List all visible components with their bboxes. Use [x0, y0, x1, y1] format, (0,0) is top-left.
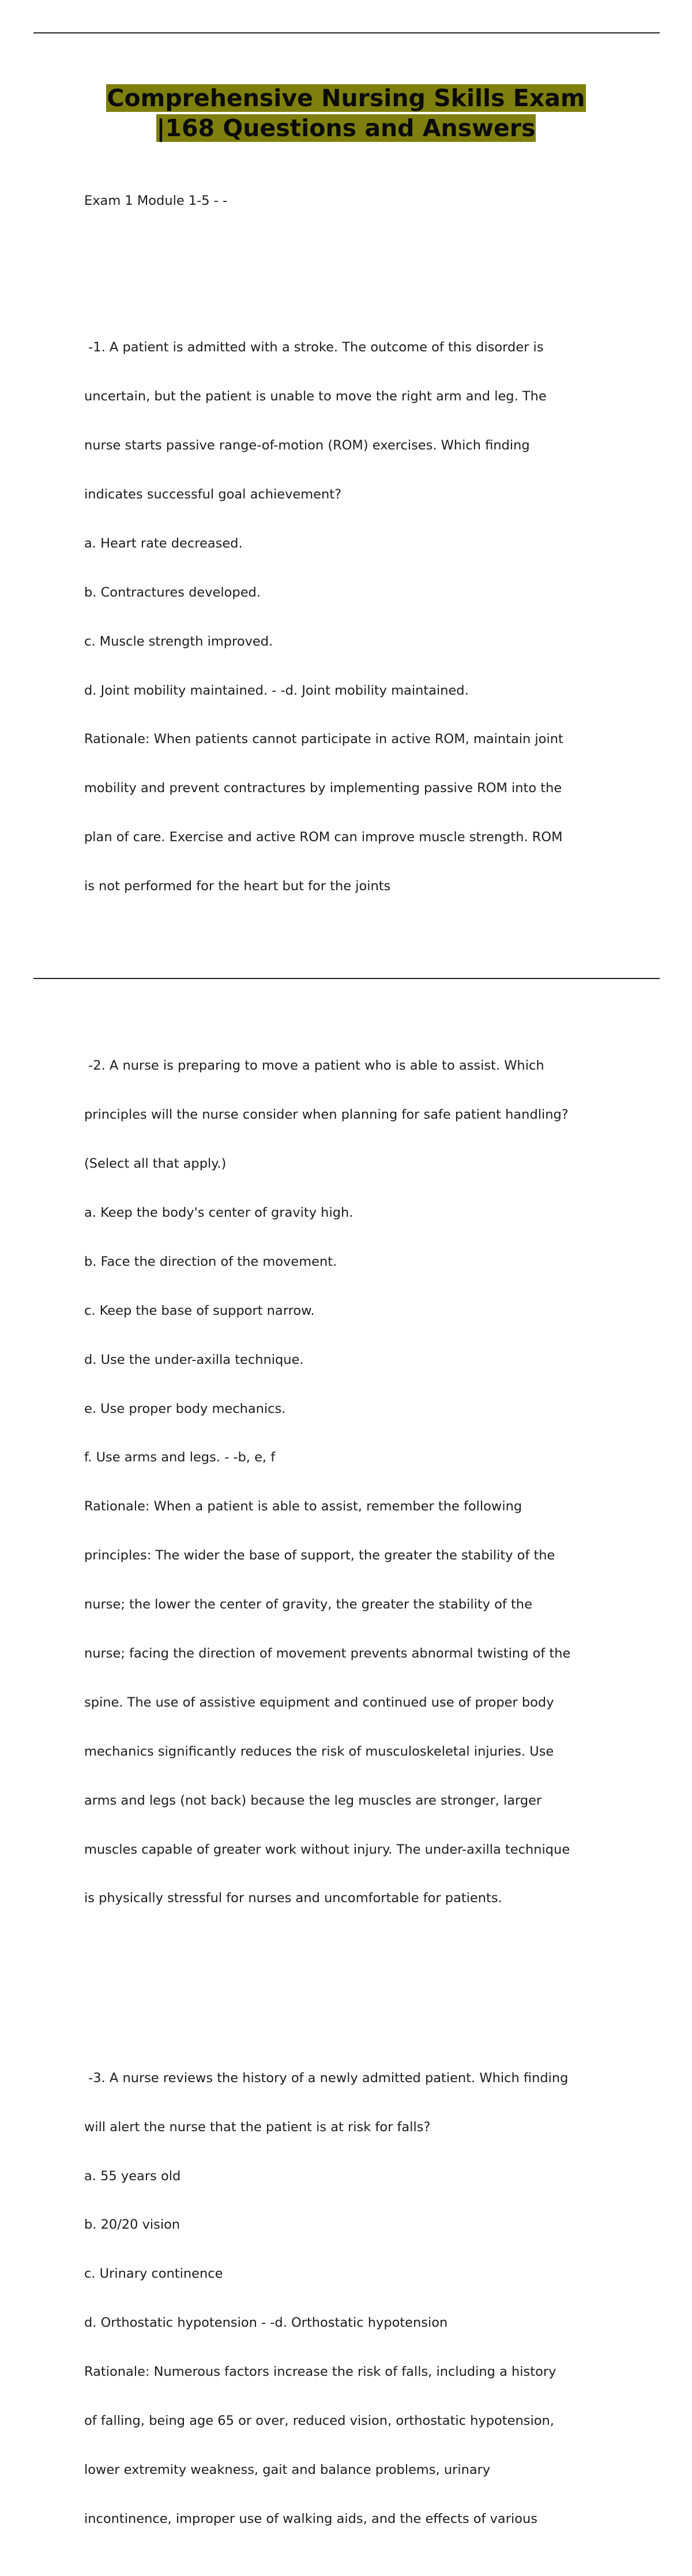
q3-rationale: incontinence, improper use of walking aids, and the effects of various — [84, 2511, 537, 2526]
q3-option-c: c. Urinary continence — [84, 2266, 223, 2282]
title-line-2: |168 Questions and Answers — [156, 114, 536, 142]
q1-rationale: mobility and prevent contractures by implementing passive ROM into the — [84, 781, 562, 796]
q2-rationale: mechanics significantly reduces the risk of musculoskeletal injuries. Use — [84, 1743, 554, 1759]
q3-rationale: of falling, being age 65 or over, reduced vision, orthostatic hypotension, — [84, 2413, 554, 2428]
q3-line: will alert the nurse that the patient is at risk for falls? — [84, 2119, 431, 2135]
question-block-1 — [84, 307, 615, 927]
document-body — [84, 160, 615, 2576]
q3-option-a: a. 55 years old — [84, 2168, 181, 2184]
spacer — [84, 1972, 615, 1988]
question-block-2 — [84, 1025, 615, 1940]
bottom-rule — [33, 978, 660, 979]
top-rule — [33, 32, 660, 33]
q2-line: (Select all that apply.) — [84, 1156, 227, 1172]
q1-line: uncertain, but the patient is unable to move the right arm and leg. The — [84, 389, 547, 404]
q2-rationale: muscles capable of greater work without injury. The under-axilla technique — [84, 1842, 570, 1857]
q1-option-c: c. Muscle strength improved. — [84, 633, 273, 649]
q2-option-b: b. Face the direction of the movement. — [84, 1254, 337, 1269]
q3-rationale: lower extremity weakness, gait and balance problems, urinary — [84, 2462, 491, 2477]
q2-rationale: is physically stressful for nurses and uncomfortable for patients. — [84, 1891, 502, 1906]
q2-rationale: spine. The use of assistive equipment and continued use of proper body — [84, 1694, 554, 1710]
q1-line: indicates successful goal achievement? — [84, 486, 342, 502]
q2-line: principles will the nurse consider when planning for safe patient handling? — [84, 1107, 569, 1123]
q2-line: -2. A nurse is preparing to move a patient who is able to assist. Which — [84, 1058, 544, 1074]
q3-line: -3. A nurse reviews the history of a newly admitted patient. Which finding — [84, 2070, 569, 2086]
q1-option-b: b. Contractures developed. — [84, 584, 261, 600]
q2-rationale: nurse; the lower the center of gravity, the greater the stability of the — [84, 1597, 532, 1613]
title-line-1: Comprehensive Nursing Skills Exam — [107, 84, 585, 112]
q2-option-a: a. Keep the body's center of gravity high. — [84, 1205, 353, 1220]
q2-option-e: e. Use proper body mechanics. — [84, 1401, 286, 1416]
q2-option-f-answer: f. Use arms and legs. - -b, e, f — [84, 1450, 276, 1465]
q3-option-d-answer: d. Orthostatic hypotension - -d. Orthostatic hypotension — [84, 2315, 448, 2331]
q2-option-c: c. Keep the base of support narrow. — [84, 1303, 315, 1318]
q1-rationale: plan of care. Exercise and active ROM can improve muscle strength. ROM — [84, 830, 563, 845]
q1-rationale: is not performed for the heart but for the joints — [84, 879, 391, 894]
q3-rationale: Rationale: Numerous factors increase the risk of falls, including a history — [84, 2364, 556, 2380]
q1-option-a: a. Heart rate decreased. — [84, 535, 243, 551]
title-heading — [35, 83, 657, 143]
q2-rationale: nurse; facing the direction of movement prevents abnormal twisting of the — [84, 1646, 571, 1662]
q2-rationale: principles: The wider the base of support, the greater the stability of the — [84, 1548, 555, 1563]
q1-line: -1. A patient is admitted with a stroke. The outcome of this disorder is — [84, 340, 544, 355]
q3-option-b: b. 20/20 vision — [84, 2217, 180, 2233]
q1-line: nurse starts passive range-of-motion (ROM) exercises. Which finding — [84, 438, 530, 453]
question-block-3 — [84, 2037, 615, 2560]
q2-rationale: Rationale: When a patient is able to assist, remember the following — [84, 1499, 522, 1514]
q1-rationale: Rationale: When patients cannot participate in active ROM, maintain joint — [84, 732, 563, 747]
spacer — [84, 960, 615, 976]
exam-module-heading: Exam 1 Module 1-5 - - — [84, 193, 228, 208]
q2-rationale: arms and legs (not back) because the leg muscles are stronger, larger — [84, 1793, 542, 1808]
document-title — [35, 83, 657, 143]
q2-option-d: d. Use the under-axilla technique. — [84, 1352, 304, 1367]
q1-option-d-answer: d. Joint mobility maintained. - -d. Joint mobility maintained. — [84, 683, 469, 698]
spacer — [84, 241, 615, 257]
